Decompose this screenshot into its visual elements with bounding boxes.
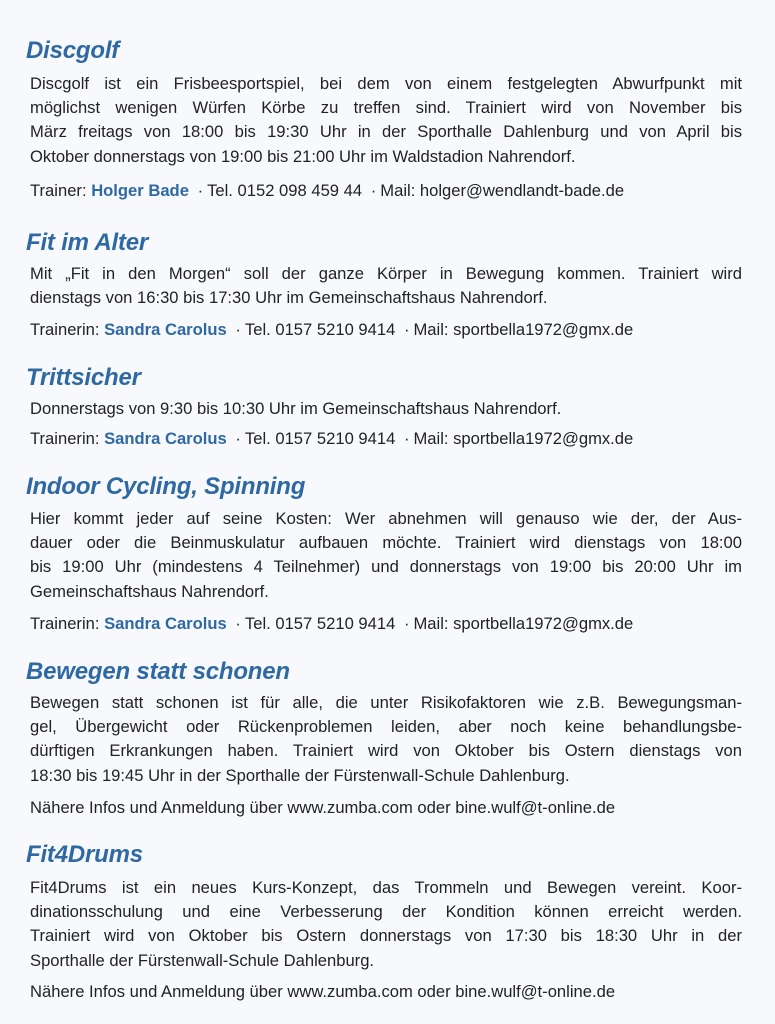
separator: ·	[403, 320, 410, 339]
info-line: Nähere Infos und Anmeldung über www.zumba.com oder bine.wulf@t-online.de	[30, 982, 616, 1001]
contact-phone: Tel. 0152 098 459 44	[207, 181, 363, 200]
separator: ·	[235, 429, 241, 448]
text-line: 18:30 bis 19:45 Uhr in der Sporthalle der Fürstenwall-Schule Dahlenburg.	[30, 765, 570, 785]
text-line: Oktober donnerstags von 19:00 bis 21:00 Uhr im Waldstadion Nahrendorf.	[30, 146, 576, 166]
section-title: Fit4Drums	[26, 841, 143, 868]
contact-mail: Mail: holger@wendlandt-bade.de	[380, 181, 625, 200]
section-description	[30, 262, 742, 310]
contact-mail: Mail: sportbella1972@gmx.de	[413, 320, 634, 339]
text-line: Hier kommt jeder auf seine Kosten: Wer abnehmen will genauso wie der, der Aus-	[30, 509, 742, 528]
text-line: Gemeinschaftshaus Nahrendorf.	[30, 581, 269, 601]
text-line: gel, Übergewicht oder Rückenproblemen leiden, aber noch keine behandlungsbe-	[30, 717, 742, 737]
contact-line	[30, 318, 633, 342]
text-line: März freitags von 18:00 bis 19:30 Uhr in der Sporthalle Dahlenburg und von April bis	[30, 122, 742, 142]
text-line: Fit4Drums ist ein neues Kurs-Konzept, das Trommeln und Bewegen vereint. Koor-	[30, 878, 742, 897]
contact-label: Trainer:	[30, 181, 87, 200]
contact-mail: Mail: sportbella1972@gmx.de	[413, 614, 634, 633]
text-line: dauer oder die Beinmuskulatur aufbauen möchte. Trainiert wird dienstags von 18:00	[30, 533, 742, 553]
section-description	[30, 691, 742, 788]
section-title: Trittsicher	[26, 364, 141, 391]
section-description	[30, 397, 742, 421]
contact-phone: Tel. 0157 5210 9414	[244, 614, 396, 633]
contact-line	[30, 427, 633, 451]
section-description	[30, 507, 742, 604]
text-line: Mit „Fit in den Morgen“ soll der ganze Körper in Bewegung kommen. Trainiert wird	[30, 264, 742, 283]
contact-label: Trainerin:	[30, 320, 100, 339]
text-line: dürftigen Erkrankungen haben. Trainiert wird von Oktober bis Ostern dienstags von	[30, 741, 742, 761]
text-line: bis 19:00 Uhr (mindestens 4 Teilnehmer) und donnerstags von 19:00 bis 20:00 Uhr im	[30, 557, 742, 577]
separator: ·	[197, 181, 204, 200]
separator: ·	[370, 181, 377, 200]
text-line: dienstags von 16:30 bis 17:30 Uhr im Gemeinschaftshaus Nahrendorf.	[30, 288, 548, 308]
contact-mail: Mail: sportbella1972@gmx.de	[413, 429, 634, 448]
contact-line	[30, 612, 633, 636]
section-title: Discgolf	[26, 37, 120, 64]
section-title: Indoor Cycling, Spinning	[26, 473, 306, 500]
text-line: Donnerstags von 9:30 bis 10:30 Uhr im Gemeinschaftshaus Nahrendorf.	[30, 399, 562, 418]
separator: ·	[403, 614, 410, 633]
trainer-name: Sandra Carolus	[104, 614, 227, 633]
text-line: möglichst wenigen Würfen Körbe zu treffen sind. Trainiert wird von November bis	[30, 98, 742, 118]
section-title: Fit im Alter	[26, 229, 149, 256]
section-description	[30, 72, 742, 169]
contact-phone: Tel. 0157 5210 9414	[244, 320, 396, 339]
text-line: dinationsschulung und eine Verbesserung der Kondition können erreicht werden.	[30, 902, 742, 922]
contact-line	[30, 179, 624, 203]
trainer-name: Holger Bade	[91, 181, 189, 200]
separator: ·	[235, 320, 241, 339]
text-line: Trainiert wird von Oktober bis Ostern donnerstags von 17:30 bis 18:30 Uhr in der	[30, 926, 742, 946]
contact-label: Trainerin:	[30, 429, 100, 448]
text-line: Bewegen statt schonen ist für alle, die unter Risikofaktoren wie z.B. Bewegungsman-	[30, 693, 742, 712]
contact-label: Trainerin:	[30, 614, 100, 633]
separator: ·	[403, 429, 410, 448]
section-title: Bewegen statt schonen	[26, 658, 290, 685]
info-line: Nähere Infos und Anmeldung über www.zumba.com oder bine.wulf@t-online.de	[30, 798, 616, 817]
text-line: Sporthalle der Fürstenwall-Schule Dahlenburg.	[30, 950, 375, 970]
contact-phone: Tel. 0157 5210 9414	[244, 429, 396, 448]
text-line: Discgolf ist ein Frisbeesportspiel, bei dem von einem festgelegten Abwurfpunkt mit	[30, 74, 742, 93]
trainer-name: Sandra Carolus	[104, 429, 227, 448]
trainer-name: Sandra Carolus	[104, 320, 227, 339]
separator: ·	[235, 614, 241, 633]
section-description	[30, 876, 742, 973]
